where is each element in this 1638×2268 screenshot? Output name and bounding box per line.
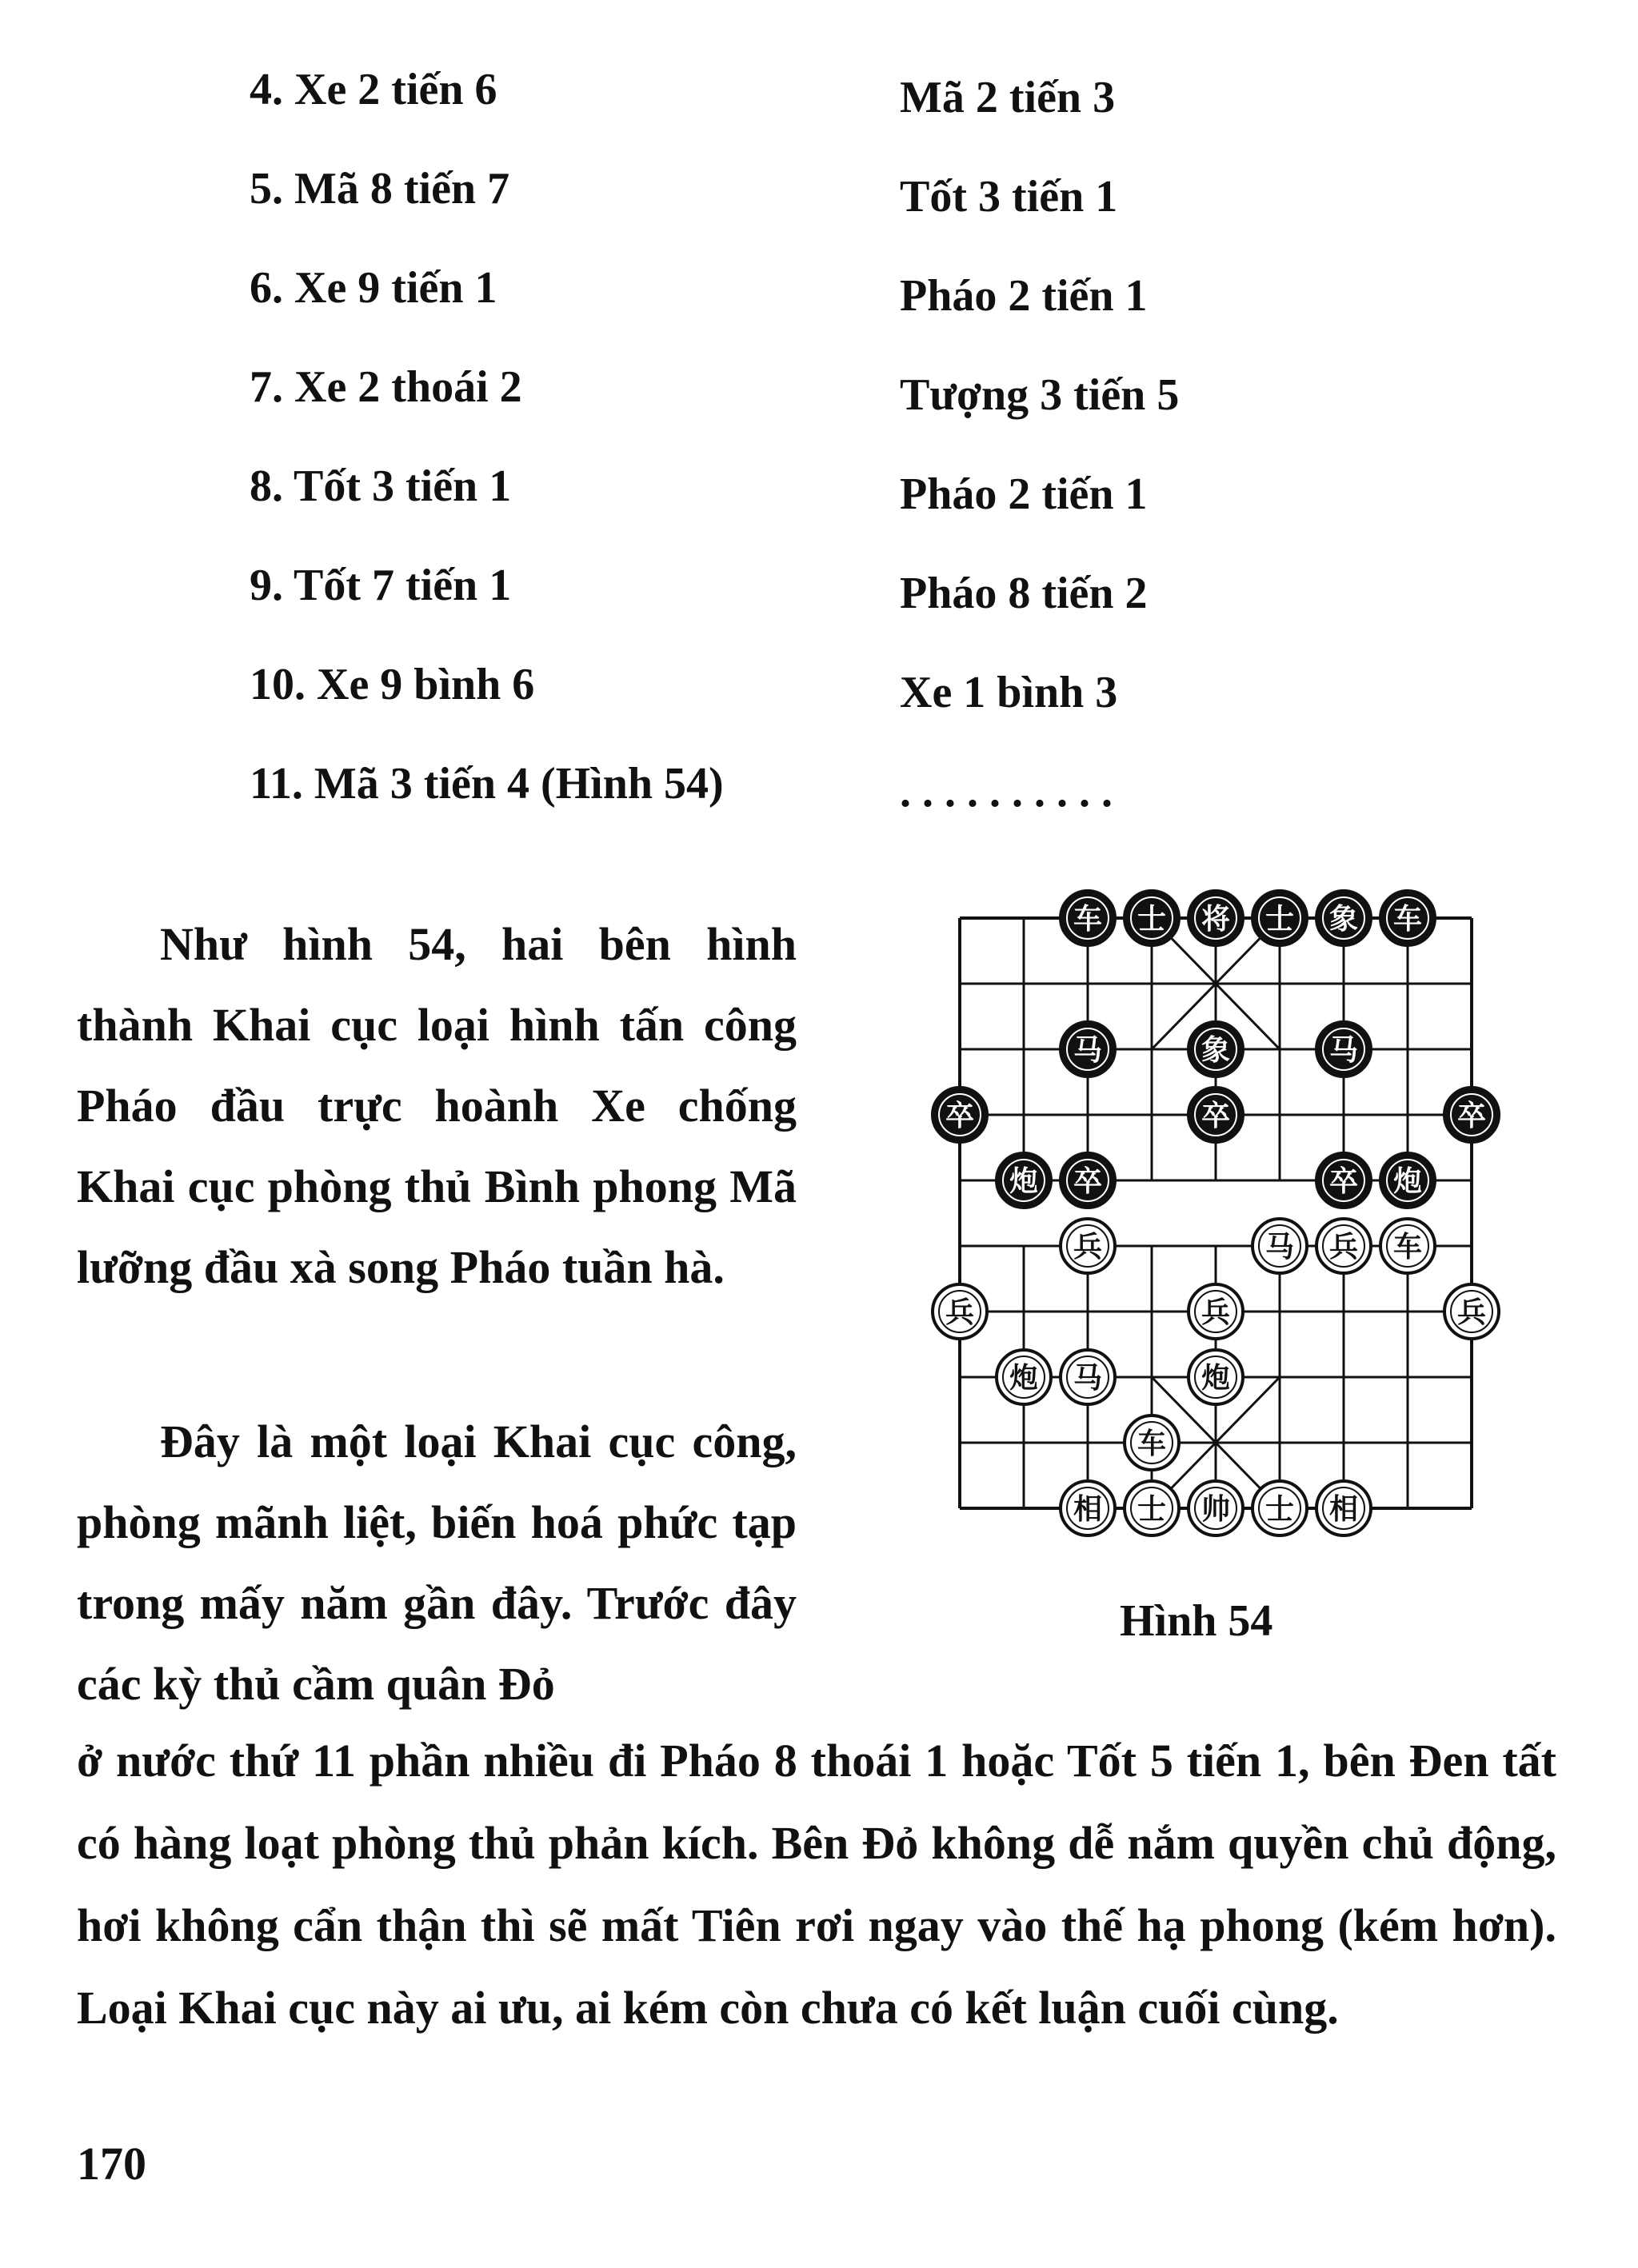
black-piece (1316, 1022, 1371, 1076)
piece-glyph: 相 (1073, 1493, 1103, 1526)
move-row (240, 64, 1360, 163)
black-piece (1444, 1088, 1499, 1142)
figure-caption: Hình 54 (1120, 1596, 1273, 1646)
black-move: Mã 2 tiến 3 (900, 73, 1116, 122)
black-piece (933, 1088, 987, 1142)
black-piece (1189, 1088, 1243, 1142)
piece-glyph: 兵 (1328, 1231, 1359, 1264)
red-piece (1252, 1219, 1307, 1273)
black-piece (1189, 1022, 1243, 1076)
black-piece (1252, 891, 1307, 945)
paragraph-description: Đây là một loại Khai cục công, phòng mãnh liệt, biến hoá phức tạp trong mấy năm gần đây. Trước đây các kỳ thủ cầm quân Đỏ (77, 1416, 797, 1710)
piece-glyph: 炮 (1009, 1362, 1039, 1395)
piece-glyph: 相 (1328, 1493, 1359, 1526)
black-piece (1189, 891, 1243, 945)
piece-glyph: 帅 (1201, 1493, 1231, 1526)
red-piece (1125, 1481, 1179, 1535)
red-move: 7. Xe 2 thoái 2 (250, 362, 522, 412)
black-move: Pháo 2 tiến 1 (900, 271, 1148, 321)
black-piece (1061, 1153, 1115, 1208)
move-row (240, 560, 1360, 659)
red-piece (1252, 1481, 1307, 1535)
move-row (240, 461, 1360, 560)
piece-glyph: 兵 (1201, 1296, 1231, 1329)
black-move: Xe 1 bình 3 (900, 668, 1118, 717)
red-piece (1380, 1219, 1435, 1273)
red-piece (1316, 1219, 1371, 1273)
black-piece (1316, 891, 1371, 945)
piece-glyph: 卒 (1456, 1100, 1487, 1132)
red-move: 6. Xe 9 tiến 1 (250, 263, 497, 313)
move-row (240, 163, 1360, 262)
black-piece (1380, 891, 1435, 945)
piece-glyph: 士 (1264, 903, 1295, 936)
black-move: Pháo 8 tiến 2 (900, 569, 1148, 618)
red-piece (1189, 1284, 1243, 1339)
piece-glyph: 炮 (1201, 1362, 1231, 1395)
black-piece (1061, 1022, 1115, 1076)
piece-glyph: 马 (1328, 1034, 1359, 1067)
black-move: . . . . . . . . . . (900, 767, 1113, 817)
black-piece (1316, 1153, 1371, 1208)
piece-glyph: 兵 (1073, 1231, 1103, 1264)
xiangqi-board (912, 872, 1520, 1559)
piece-glyph: 士 (1264, 1493, 1295, 1526)
piece-glyph: 卒 (1328, 1165, 1359, 1198)
piece-glyph: 炮 (1009, 1165, 1039, 1198)
move-row (240, 659, 1360, 758)
chess-diagram (912, 872, 1520, 1563)
red-piece (1189, 1350, 1243, 1404)
red-move: 10. Xe 9 bình 6 (250, 660, 535, 709)
piece-glyph: 马 (1073, 1034, 1103, 1067)
piece-glyph: 车 (1392, 903, 1423, 936)
black-move: Tốt 3 tiến 1 (900, 172, 1118, 222)
piece-glyph: 将 (1201, 903, 1231, 936)
piece-glyph: 车 (1073, 903, 1103, 936)
piece-glyph: 炮 (1392, 1165, 1423, 1198)
red-piece (1061, 1481, 1115, 1535)
red-move: 11. Mã 3 tiến 4 (Hình 54) (250, 759, 724, 809)
red-piece (1061, 1219, 1115, 1273)
black-piece (1380, 1153, 1435, 1208)
piece-glyph: 士 (1137, 1493, 1167, 1526)
piece-glyph: 马 (1264, 1231, 1295, 1264)
page-number: 170 (77, 2138, 146, 2190)
red-piece (997, 1350, 1051, 1404)
red-piece (1189, 1481, 1243, 1535)
black-piece (1061, 891, 1115, 945)
red-piece (1316, 1481, 1371, 1535)
black-piece (997, 1153, 1051, 1208)
move-list (240, 64, 1360, 857)
black-move: Pháo 2 tiến 1 (900, 469, 1148, 519)
move-row (240, 361, 1360, 461)
red-move: 5. Mã 8 tiến 7 (250, 164, 510, 214)
piece-glyph: 卒 (1073, 1165, 1103, 1198)
red-piece (1444, 1284, 1499, 1339)
red-move: 4. Xe 2 tiến 6 (250, 65, 497, 114)
black-move: Tượng 3 tiến 5 (900, 370, 1180, 420)
red-move: 8. Tốt 3 tiến 1 (250, 461, 512, 511)
piece-glyph: 马 (1073, 1362, 1103, 1395)
board-grid (960, 918, 1472, 1508)
piece-glyph: 卒 (1201, 1100, 1231, 1132)
piece-glyph: 车 (1392, 1231, 1423, 1264)
piece-glyph: 兵 (945, 1296, 975, 1329)
paragraph-intro: Như hình 54, hai bên hình thành Khai cục loại hình tấn công Pháo đầu trực hoành Xe chống Khai cục phòng thủ Bình phong Mã lưỡng đầu xà song Pháo tuần hà. (77, 918, 797, 1293)
piece-glyph: 卒 (945, 1100, 975, 1132)
black-piece (1125, 891, 1179, 945)
red-piece (933, 1284, 987, 1339)
red-piece (1125, 1416, 1179, 1470)
piece-glyph: 象 (1201, 1034, 1231, 1067)
red-move: 9. Tốt 7 tiến 1 (250, 561, 512, 610)
piece-glyph: 士 (1137, 903, 1167, 936)
piece-glyph: 兵 (1456, 1296, 1487, 1329)
red-piece (1061, 1350, 1115, 1404)
move-row (240, 758, 1360, 857)
piece-glyph: 象 (1328, 903, 1359, 936)
paragraph-continuation: ở nước thứ 11 phần nhiều đi Pháo 8 thoái 1 hoặc Tốt 5 tiến 1, bên Đen tất có hàng loạt phòng thủ phản kích. Bên Đỏ không dễ nắm quyền chủ động, hơi không cẩn thận thì sẽ mất Tiên rơi ngay vào thế hạ phong (kém hơn). Loại Khai cục này ai ưu, ai kém còn chưa có kết luận cuối cùng. (77, 1735, 1556, 2034)
piece-glyph: 车 (1137, 1427, 1167, 1460)
move-row (240, 262, 1360, 361)
